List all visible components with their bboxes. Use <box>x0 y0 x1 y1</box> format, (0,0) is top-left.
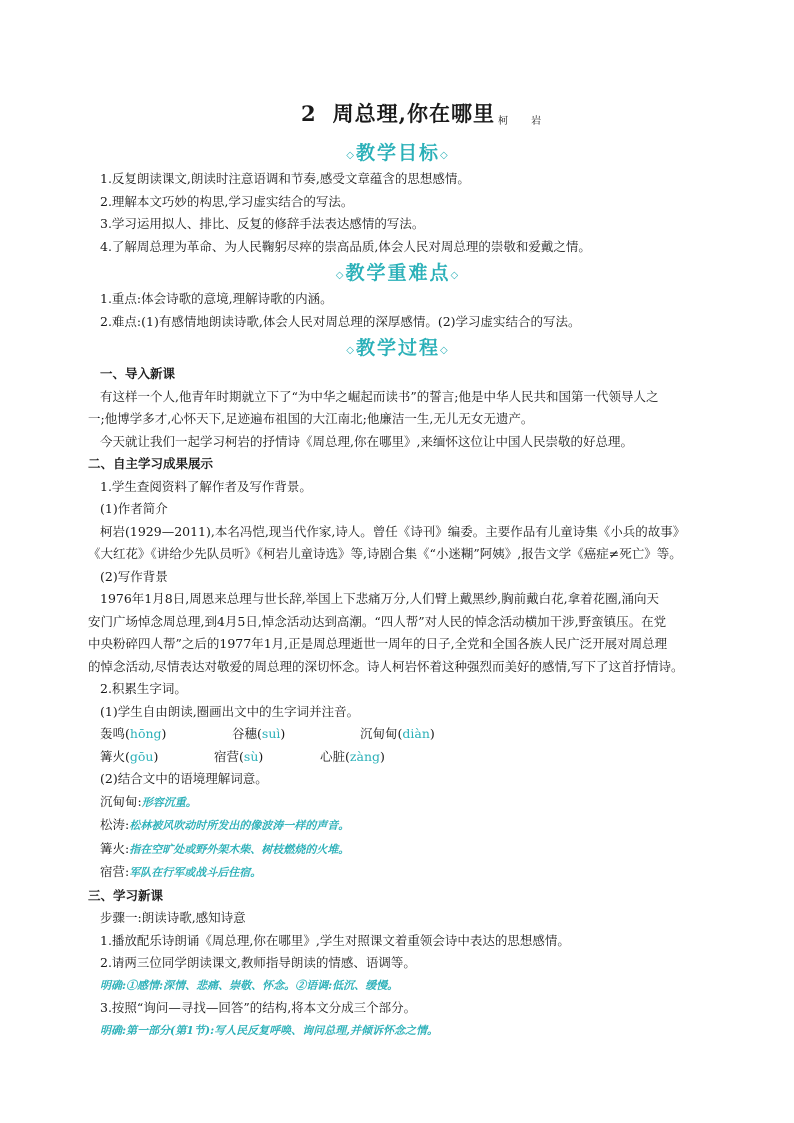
diamond-icon: ◇ <box>346 345 356 356</box>
diamond-icon: ◇ <box>440 150 450 161</box>
diamond-icon: ◇ <box>335 270 346 281</box>
key-item: 2.难点:(1)有感情地朗读诗歌,体会人民对周总理的深厚感情。(2)学习虚实结合的写法。 <box>100 313 581 329</box>
section-head-process <box>88 333 708 363</box>
vocab-item: 心脏(zàng) <box>320 748 385 764</box>
task-item: 3.按照“询问—寻找—回答”的结构,将本文分成三个部分。 <box>100 1000 417 1015</box>
vocab-word: 心脏 <box>320 748 346 764</box>
definition-text: 形容沉重。 <box>141 795 197 809</box>
background-line: 1976年1月8日,周恩来总理与世长辞,举国上下悲痛万分,人们臂上戴黑纱,胸前戴白花,拿着花圈,涌向天 <box>100 591 660 606</box>
keys-heading: 教学重难点 <box>345 262 451 284</box>
definition-row <box>88 791 708 815</box>
step-heading: 步骤一:朗读诗歌,感知诗意 <box>100 910 246 925</box>
definition-row <box>88 861 708 885</box>
part2-heading: 二、自主学习成果展示 <box>88 456 214 471</box>
background-line: 的悼念活动,尽情表达对敬爱的周总理的深切怀念。诗人柯岩怀着这种强烈而美好的感情,写下了这首抒情诗。 <box>88 658 684 674</box>
diamond-icon: ◇ <box>440 345 450 356</box>
part1-heading: 一、导入新课 <box>100 366 176 381</box>
vocab-word: 沉甸甸 <box>360 726 398 741</box>
goal-item: 1.反复朗读课文,朗读时注意语调和节奏,感受文章蕴含的思想感情。 <box>100 171 470 186</box>
definition-text: 指在空旷处或野外架木柴、树枝燃烧的火堆。 <box>129 842 350 856</box>
author-name: 柯 岩 <box>498 116 552 127</box>
title-row <box>88 98 708 138</box>
intro-line: 今天就让我们一起学习柯岩的抒情诗《周总理,你在哪里》,来缅怀这位让中国人民崇敬的好总理。 <box>100 433 633 449</box>
diamond-icon: ◇ <box>346 150 356 161</box>
definition-term: 松涛: <box>100 817 130 832</box>
definition-row <box>88 838 708 862</box>
study-subhead: (2)写作背景 <box>100 568 168 584</box>
lesson-number: 2 <box>301 101 317 126</box>
vocab-word: 轰鸣 <box>100 726 126 741</box>
definition-text: 军队在行军或战斗后住宿。 <box>129 866 262 879</box>
section-head-keys <box>88 258 708 288</box>
lesson-title: 周总理,你在哪里 <box>332 101 495 126</box>
vocab-item: 轰鸣(hōng) <box>100 726 167 741</box>
study-subhead: (2)结合文中的语境理解词意。 <box>100 771 268 786</box>
vocab-item: 宿营(sù) <box>214 748 264 764</box>
answer-note: 明确:第一部分(第1节):写人民反复呼唤、询问总理,并倾诉怀念之情。 <box>100 1023 439 1037</box>
vocab-pinyin: zàng <box>349 748 380 764</box>
study-subhead: (1)作者简介 <box>100 501 168 516</box>
vocab-pinyin: hōng <box>129 726 162 741</box>
definition-row <box>88 814 708 838</box>
background-line: 中央粉碎四人帮”之后的1977年1月,正是周总理逝世一周年的日子,全党和全国各族人民广泛开展对周总理 <box>88 636 668 651</box>
definition-term: 沉甸甸: <box>100 793 142 809</box>
key-item: 1.重点:体会诗歌的意境,理解诗歌的内涵。 <box>100 291 333 306</box>
diamond-icon: ◇ <box>450 270 461 281</box>
background-line: 安门广场悼念周总理,到4月5日,悼念活动达到高潮。“四人帮”对人民的悼念活动横加干涉,野蛮镇压。在党 <box>88 613 667 629</box>
study-step: 2.积累生字词。 <box>100 681 187 696</box>
study-subhead: (1)学生自由朗读,圈画出文中的生字词并注音。 <box>100 703 360 719</box>
vocab-word: 谷穗 <box>232 726 258 741</box>
vocab-pinyin: suì <box>261 726 281 741</box>
process-heading: 教学过程 <box>355 337 440 359</box>
definition-term: 篝火: <box>100 840 130 856</box>
definition-text: 松林被风吹动时所发出的像波涛一样的声音。 <box>129 819 350 832</box>
task-item: 2.请两三位同学朗读课文,教师指导朗读的情感、语调等。 <box>100 955 416 970</box>
vocab-row <box>88 723 708 746</box>
vocab-row <box>88 746 708 769</box>
vocab-item: 沉甸甸(diàn) <box>360 726 435 741</box>
goal-item: 3.学习运用拟人、排比、反复的修辞手法表达感情的写法。 <box>100 216 425 231</box>
vocab-pinyin: sù <box>243 748 259 764</box>
section-head-goals <box>88 138 708 168</box>
author-bio-line: 柯岩(1929—2011),本名冯恺,现当代作家,诗人。曾任《诗刊》编委。主要作品有儿童诗集《小兵的故事》 <box>100 523 686 539</box>
vocab-pinyin: diàn <box>402 726 430 741</box>
goal-item: 4.了解周总理为革命、为人民鞠躬尽瘁的崇高品质,体会人民对周总理的崇敬和爱戴之情。 <box>100 238 591 254</box>
lesson-page <box>88 98 708 1042</box>
part3-heading: 三、学习新课 <box>88 887 164 903</box>
study-step: 1.学生查阅资料了解作者及写作背景。 <box>100 478 312 494</box>
vocab-pinyin: gōu <box>129 748 154 764</box>
author-bio-line: 《大红花》《讲给少先队员听》《柯岩儿童诗选》等,诗剧合集《“小迷糊”阿姨》,报告文学《癌症≠死亡》等。 <box>88 546 682 561</box>
definition-term: 宿营: <box>100 864 130 879</box>
answer-note: 明确:①感情:深情、悲痛、崇敬、怀念。②语调:低沉、缓慢。 <box>100 978 399 992</box>
goal-item: 2.理解本文巧妙的构思,学习虚实结合的写法。 <box>100 193 354 209</box>
vocab-word: 篝火 <box>100 748 126 764</box>
intro-line: 有这样一个人,他青年时期就立下了“为中华之崛起而读书”的誓言;他是中华人民共和国第一代领导人之 <box>100 388 659 404</box>
intro-line: 一;他博学多才,心怀天下,足迹遍布祖国的大江南北;他廉洁一生,无儿无女无遗产。 <box>88 411 534 426</box>
vocab-item: 谷穗(suì) <box>232 726 286 741</box>
goals-heading: 教学目标 <box>355 142 440 164</box>
vocab-word: 宿营 <box>214 748 240 764</box>
task-item: 1.播放配乐诗朗诵《周总理,你在哪里》,学生对照课文着重领会诗中表达的思想感情。 <box>100 932 570 948</box>
page-title <box>301 101 495 126</box>
vocab-item: 篝火(gōu) <box>100 748 159 764</box>
